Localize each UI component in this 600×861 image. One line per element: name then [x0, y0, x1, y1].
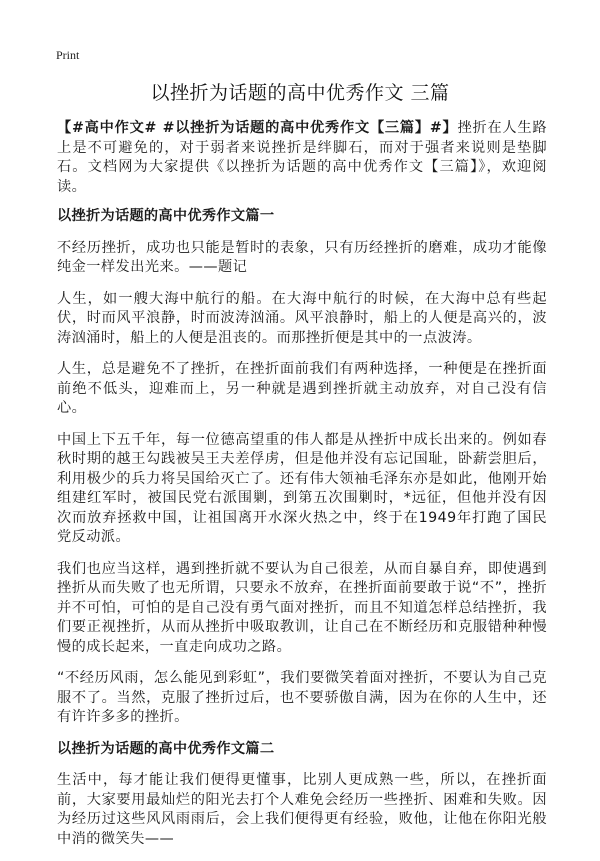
- section-heading-2: 以挫折为话题的高中优秀作文篇二: [57, 740, 275, 757]
- article-body: [57, 119, 547, 861]
- paragraph: 我们也应当这样，遇到挫折就不要认为自己很差，从而自暴自弃，即使遇到挫折从而失败了也无所谓，只要永不放弃，在挫折面前要敢于说“不”，挫折并不可怕，可怕的是自己没有勇气面对挫折，而且不知道怎样总结挫折，我们要正视挫折，从而从挫折中吸取教训，让自己在不断经历和克服错种种慢慢的成长起来，一直走向成功之路。: [57, 560, 547, 655]
- intro-text: 挫折在人生路上是不可避免的，对于弱者来说挫折是绊脚石，而对于强者来说则是垫脚石。文档网为大家提供《以挫折为话题的高中优秀作文【三篇】》，欢迎阅读。: [57, 120, 548, 195]
- paragraph: “不经历风雨，怎么能见到彩虹”，我们要微笑着面对挫折，不要认为自己克服不了。当然，克服了挫折过后，也不要骄傲自满，因为在你的人生中，还有许许多多的挫折。: [57, 670, 547, 725]
- section-heading-1: 以挫折为话题的高中优秀作文篇一: [57, 208, 275, 224]
- paragraph: 人生，总是避免不了挫折，在挫折面前我们有两种选择，一种便是在挫折面前绝不低头，迎难而上，另一种就是遇到挫折就主动放弃，对自己没有信心。: [57, 361, 547, 416]
- page-title: 以挫折为话题的高中优秀作文 三篇: [150, 82, 450, 104]
- paragraph: 生活中，每才能让我们便得更懂事，比别人更成熟一些，所以，在挫折面前，大家要用最灿烂的阳光去打个人难免会经历一些挫折、困难和失败。因为经历过这些风风雨雨后，会上我们便得更有经验，败他，让他在你阳光般中消的微笑失——: [57, 772, 547, 847]
- print-label: Print: [56, 48, 80, 62]
- paragraph: 人生，如一艘大海中航行的船。在大海中航行的时候，在大海中总有些起伏，时而风平浪静，时而波涛汹涌。风平浪静时，船上的人便是高兴的，波涛汹涌时，船上的人便是沮丧的。而那挫折便是其中的一点波涛。: [57, 290, 547, 346]
- intro-paragraph: [57, 119, 547, 197]
- paragraph: 中国上下五千年，每一位德高望重的伟人都是从挫折中成长出来的。例如春秋时期的越王勾践被吴王夫差俘虏，但是他并没有忘记国耻，卧薪尝胆后，利用极少的兵力将吴国给灭亡了。还有伟大领袖毛泽东亦是如此，他刚开始组建红军时，被国民党右派围剿，到第五次围剿时，*远征，但他并没有因次而放弃拯救中国，让祖国离开水深火热之中，终于在1949年打跑了国民党反动派。: [57, 431, 547, 545]
- paragraph: 不经历挫折，成功也只能是暂时的表象，只有历经挫折的磨难，成功才能像纯金一样发出光来。——题记: [57, 239, 547, 275]
- intro-tags: 【#高中作文# #以挫折为话题的高中优秀作文【三篇】#】: [57, 120, 458, 136]
